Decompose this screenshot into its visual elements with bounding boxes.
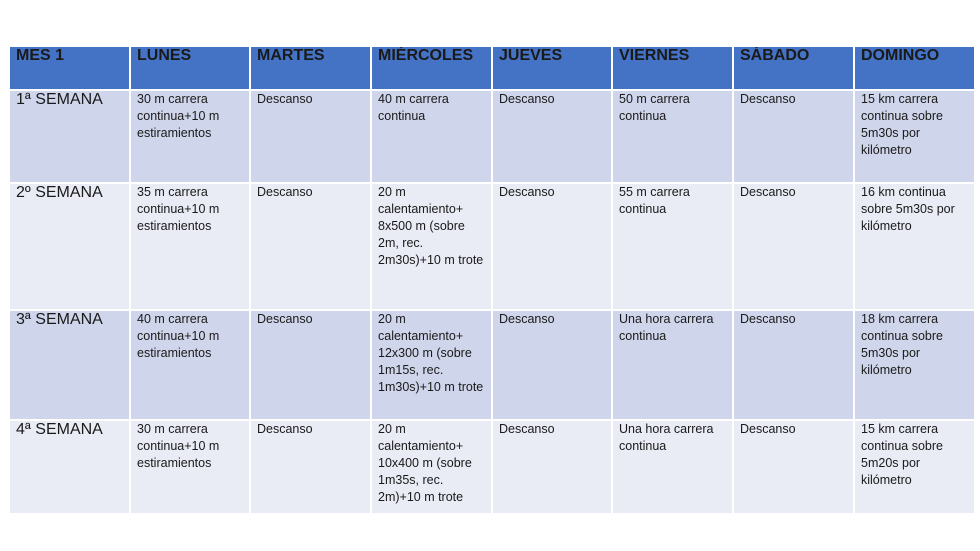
day-cell: Una hora carrera continua: [612, 420, 733, 514]
week-label: 1ª SEMANA: [9, 90, 130, 183]
day-cell: Una hora carrera continua: [612, 310, 733, 420]
day-cell: 15 km carrera continua sobre 5m30s por kilómetro: [854, 90, 975, 183]
day-cell: 55 m carrera continua: [612, 183, 733, 310]
table-row: [9, 90, 975, 183]
day-cell: 30 m carrera continua+10 m estiramientos: [130, 420, 250, 514]
day-cell: Descanso: [733, 90, 854, 183]
day-cell: 20 m calentamiento+ 8x500 m (sobre 2m, rec. 2m30s)+10 m trote: [371, 183, 492, 310]
day-cell: Descanso: [492, 420, 612, 514]
day-cell: 16 km continua sobre 5m30s por kilómetro: [854, 183, 975, 310]
header-miercoles: MIÉRCOLES: [371, 46, 492, 90]
header-lunes: LUNES: [130, 46, 250, 90]
day-cell: Descanso: [250, 310, 371, 420]
header-jueves: JUEVES: [492, 46, 612, 90]
day-cell: 20 m calentamiento+ 12x300 m (sobre 1m15s, rec. 1m30s)+10 m trote: [371, 310, 492, 420]
day-cell: 20 m calentamiento+ 10x400 m (sobre 1m35s, rec. 2m)+10 m trote: [371, 420, 492, 514]
day-cell: 18 km carrera continua sobre 5m30s por kilómetro: [854, 310, 975, 420]
day-cell: Descanso: [250, 420, 371, 514]
table-row: [9, 310, 975, 420]
header-martes: MARTES: [250, 46, 371, 90]
day-cell: 40 m carrera continua: [371, 90, 492, 183]
day-cell: 30 m carrera continua+10 m estiramientos: [130, 90, 250, 183]
day-cell: Descanso: [492, 183, 612, 310]
day-cell: Descanso: [250, 90, 371, 183]
week-label: 2º SEMANA: [9, 183, 130, 310]
training-plan-table: [8, 45, 976, 515]
day-cell: Descanso: [733, 310, 854, 420]
day-cell: Descanso: [733, 183, 854, 310]
header-month: MES 1: [9, 46, 130, 90]
header-domingo: DOMINGO: [854, 46, 975, 90]
header-sabado: SÁBADO: [733, 46, 854, 90]
header-viernes: VIERNES: [612, 46, 733, 90]
day-cell: 35 m carrera continua+10 m estiramientos: [130, 183, 250, 310]
week-label: 4ª SEMANA: [9, 420, 130, 514]
day-cell: 50 m carrera continua: [612, 90, 733, 183]
week-label: 3ª SEMANA: [9, 310, 130, 420]
table-row: [9, 183, 975, 310]
day-cell: 40 m carrera continua+10 m estiramientos: [130, 310, 250, 420]
day-cell: Descanso: [250, 183, 371, 310]
table-row: [9, 420, 975, 514]
day-cell: Descanso: [492, 90, 612, 183]
header-row: [9, 46, 975, 90]
day-cell: 15 km carrera continua sobre 5m20s por kilómetro: [854, 420, 975, 514]
day-cell: Descanso: [733, 420, 854, 514]
day-cell: Descanso: [492, 310, 612, 420]
